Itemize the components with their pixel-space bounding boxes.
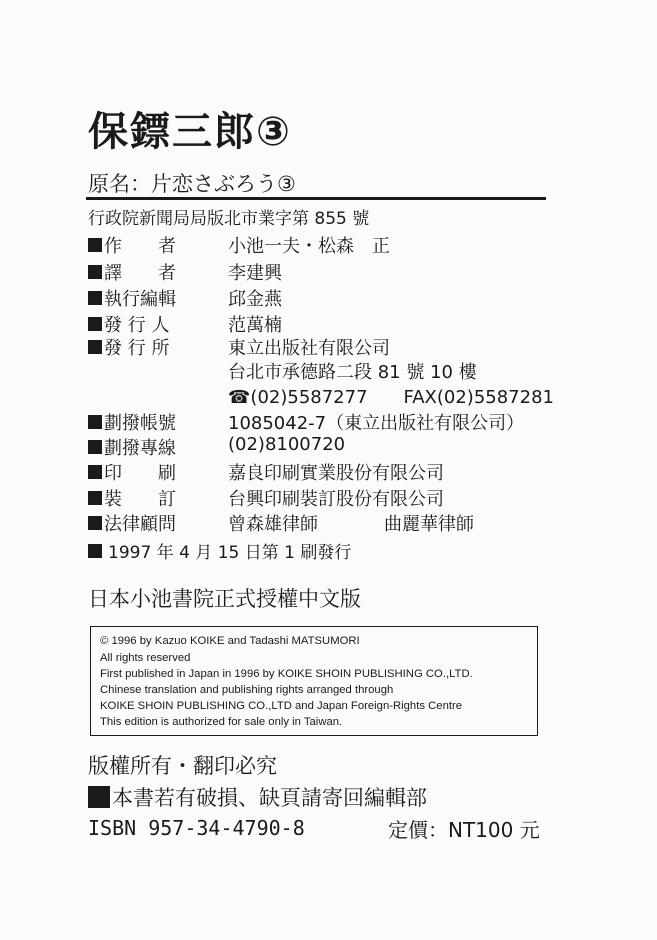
credit-value: 李建興 <box>228 263 282 284</box>
credit-value: 范萬楠 <box>228 315 282 336</box>
damage-notice-text: 本書若有破損、缺頁請寄回編輯部 <box>112 786 427 810</box>
credit-label: 發 行 人 <box>104 315 170 336</box>
credit-value: (02)8100720 <box>228 434 346 455</box>
bullet-square <box>88 491 102 505</box>
credit-label: 裝 訂 <box>104 489 176 510</box>
credit-value: 台興印刷裝訂股份有限公司 <box>228 489 444 510</box>
copyright-line: KOIKE SHOIN PUBLISHING CO.,LTD and Japan Foreign-Rights Centre <box>100 700 463 712</box>
original-title: 原名：片恋さぶろう③ <box>88 172 296 196</box>
bullet-square <box>88 786 110 808</box>
credit-value-second: 曲麗華律師 <box>384 514 474 535</box>
credit-label: 劃撥帳號 <box>104 413 176 434</box>
credit-label: 執行編輯 <box>104 289 176 310</box>
credit-value: 曾森雄律師 <box>228 514 318 535</box>
copyright-line: All rights reserved <box>100 652 191 664</box>
bullet-square <box>88 238 102 252</box>
bullet-square <box>88 317 102 331</box>
credit-label: 發 行 所 <box>104 338 170 359</box>
bullet-square <box>88 544 102 558</box>
bullet-square <box>88 340 102 354</box>
title-divider <box>86 197 546 200</box>
credit-label: 法律顧問 <box>104 514 176 535</box>
book-title: 保鏢三郎③ <box>88 109 292 155</box>
credit-value: 1085042-7（東立出版社有限公司） <box>228 413 525 434</box>
credit-label: 印 刷 <box>104 463 176 484</box>
copyright-line: © 1996 by Kazuo KOIKE and Tadashi MATSUMORI <box>100 635 360 647</box>
copyright-line: First published in Japan in 1996 by KOIKE SHOIN PUBLISHING CO.,LTD. <box>100 668 473 680</box>
bullet-square <box>88 291 102 305</box>
credit-label: 作 者 <box>104 236 176 257</box>
edition-statement: 日本小池書院正式授權中文版 <box>88 587 361 611</box>
bullet-square <box>88 415 102 429</box>
bullet-square <box>88 265 102 279</box>
print-date-text: 1997 年 4 月 15 日第 1 刷發行 <box>108 543 352 563</box>
copyright-line: This edition is authorized for sale only in Taiwan. <box>100 716 343 728</box>
address-text: 台北市承德路二段 81 號 10 樓 <box>228 362 477 383</box>
credit-label: 劃撥專線 <box>104 438 176 459</box>
rights-reserved: 版權所有・翻印必究 <box>88 754 277 778</box>
price-label: 定價：NT100 元 <box>388 818 540 842</box>
license-number: 行政院新聞局局版北市業字第 855 號 <box>88 209 370 229</box>
credit-value: 東立出版社有限公司 <box>228 338 390 359</box>
copyright-line: Chinese translation and publishing rights arranged through <box>100 684 394 696</box>
bullet-square <box>88 465 102 479</box>
credit-value: 小池一夫・松森 正 <box>228 236 390 257</box>
credit-value: 邱金燕 <box>228 289 282 310</box>
bullet-square <box>88 440 102 454</box>
phone-fax-text: ☎(02)5587277 FAX(02)5587281 <box>228 387 554 408</box>
bullet-square <box>88 516 102 530</box>
credit-label: 譯 者 <box>104 263 176 284</box>
isbn-number: ISBN 957-34-4790-8 <box>88 816 305 840</box>
credit-value: 嘉良印刷實業股份有限公司 <box>228 463 444 484</box>
